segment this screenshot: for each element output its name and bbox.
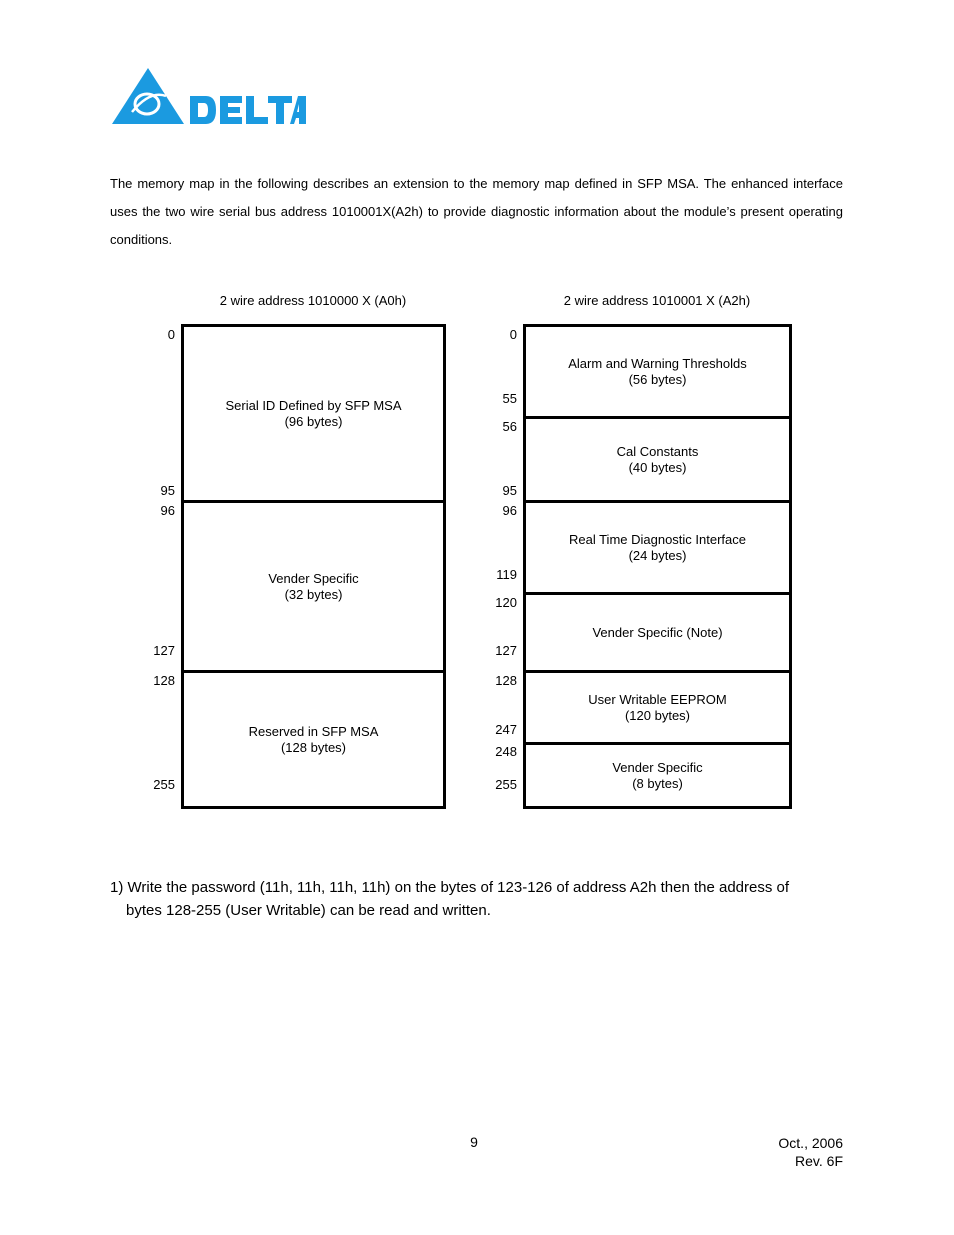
right-addr-0: 0 <box>509 327 517 342</box>
left-addr-96: 96 <box>160 503 175 518</box>
right-block-user-eeprom <box>523 670 792 745</box>
right-addr-96: 96 <box>502 503 517 518</box>
block-size: (120 bytes) <box>624 707 691 723</box>
page-number: 9 <box>470 1134 478 1150</box>
right-addr-55: 55 <box>502 391 517 406</box>
left-map-heading: 2 wire address 1010000 X (A0h) <box>219 293 407 308</box>
block-size: (32 bytes) <box>284 586 343 602</box>
right-block-cal-constants <box>523 416 792 503</box>
delta-logo-graphic <box>110 66 310 128</box>
block-size: (40 bytes) <box>628 459 687 475</box>
right-block-realtime-diagnostic <box>523 500 792 595</box>
right-addr-120: 120 <box>495 595 517 610</box>
right-addr-119: 119 <box>496 567 517 582</box>
left-addr-127: 127 <box>153 643 175 658</box>
right-block-vender-specific <box>523 742 792 809</box>
right-addr-128: 128 <box>495 673 517 688</box>
block-size: (8 bytes) <box>632 775 683 791</box>
footer-date: Oct., 2006 <box>778 1135 843 1151</box>
note-line-2: bytes 128-255 (User Writable) can be read and written. <box>126 902 491 919</box>
left-block-vender-specific <box>181 500 446 673</box>
block-size: (24 bytes) <box>628 547 687 563</box>
block-label: Reserved in SFP MSA <box>248 723 379 739</box>
right-addr-95: 95 <box>502 483 517 498</box>
right-addr-56: 56 <box>502 419 517 434</box>
footer-revision <box>700 1134 843 1170</box>
left-block-serial-id <box>181 324 446 503</box>
left-block-reserved <box>181 670 446 809</box>
right-map-heading: 2 wire address 1010001 X (A2h) <box>563 293 751 308</box>
left-addr-0: 0 <box>167 327 175 342</box>
block-size: (56 bytes) <box>628 371 687 387</box>
block-label: Vender Specific (Note) <box>592 624 723 640</box>
right-addr-248: 248 <box>495 744 517 759</box>
right-addr-247: 247 <box>495 722 517 737</box>
footer-rev: Rev. 6F <box>795 1153 843 1169</box>
right-addr-127: 127 <box>495 643 517 658</box>
delta-logo <box>110 66 310 128</box>
block-size: (128 bytes) <box>280 739 347 755</box>
block-label: Vender Specific <box>612 759 703 775</box>
left-addr-95: 95 <box>160 483 175 498</box>
block-label: User Writable EEPROM <box>588 691 727 707</box>
right-addr-255: 255 <box>495 777 517 792</box>
note-line-1: 1) Write the password (11h, 11h, 11h, 11h) on the bytes of 123-126 of address A2h then the address of <box>110 879 790 896</box>
block-label: Serial ID Defined by SFP MSA <box>225 397 402 413</box>
password-note <box>110 876 850 922</box>
left-addr-128: 128 <box>153 673 175 688</box>
block-label: Vender Specific <box>268 570 359 586</box>
left-addr-255: 255 <box>153 777 175 792</box>
block-label: Real Time Diagnostic Interface <box>568 531 747 547</box>
intro-paragraph: The memory map in the following describes an extension to the memory map defined in SFP MSA. The enhanced interface uses the two wire serial bus address 1010001X(A2h) to provide diagnostic information about the module’s present operating conditions. <box>110 176 843 247</box>
block-size: (96 bytes) <box>284 413 343 429</box>
block-label: Cal Constants <box>616 443 699 459</box>
right-block-vender-note <box>523 592 792 673</box>
right-block-alarm-thresholds <box>523 324 792 419</box>
block-label: Alarm and Warning Thresholds <box>568 355 747 371</box>
